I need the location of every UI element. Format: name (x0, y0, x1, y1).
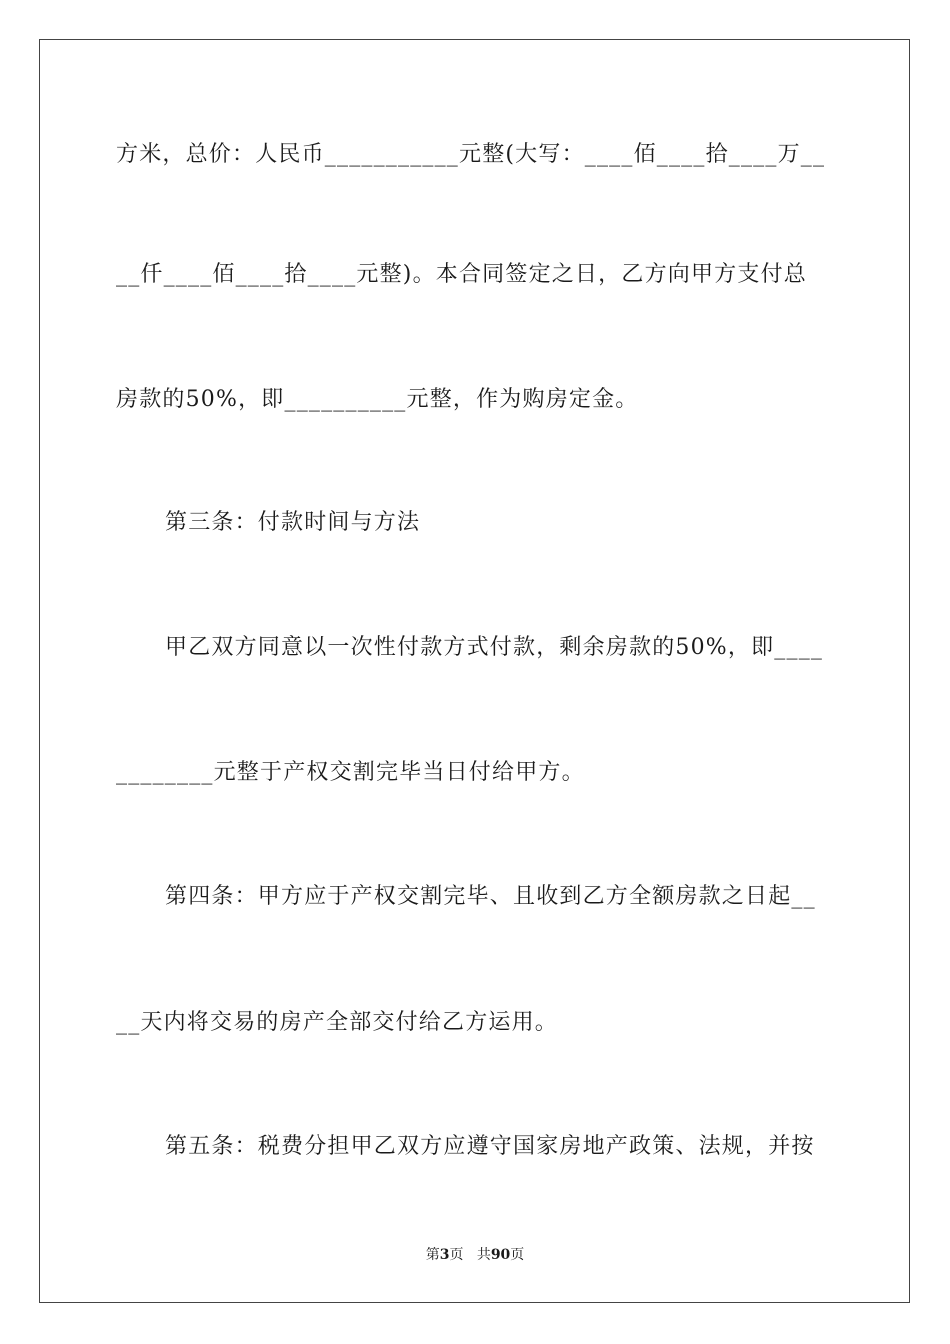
text-line-5: 甲乙双方同意以一次性付款方式付款，剩余房款的50%，即____ (165, 635, 824, 660)
text-line-article-4: 第四条：甲方应于产权交割完毕、且收到乙方全额房款之日起__ (165, 884, 816, 909)
text-line-1: 方米，总价：人民币___________元整(大写：____佰____拾____万__ (116, 142, 826, 167)
total-suffix: 页 (510, 1247, 525, 1263)
total-pages: 90 (490, 1247, 511, 1263)
page-frame (39, 39, 910, 1303)
text-line-2: __仟____佰____拾____元整)。本合同签定之日，乙方向甲方支付总 (116, 262, 807, 287)
section-heading-article-3: 第三条：付款时间与方法 (165, 510, 421, 535)
text-line-article-5: 第五条：税费分担甲乙双方应遵守国家房地产政策、法规，并按 (165, 1134, 815, 1159)
text-line-3: 房款的50%，即__________元整，作为购房定金。 (116, 387, 639, 412)
total-prefix: 共 (476, 1247, 491, 1263)
page-number: 3 (439, 1247, 450, 1263)
text-line-6: ________元整于产权交割完毕当日付给甲方。 (116, 760, 585, 785)
page-footer (0, 1246, 950, 1264)
page-prefix: 第 (425, 1247, 440, 1263)
page-suffix: 页 (449, 1247, 464, 1263)
text-line-8: __天内将交易的房产全部交付给乙方运用。 (116, 1010, 559, 1035)
